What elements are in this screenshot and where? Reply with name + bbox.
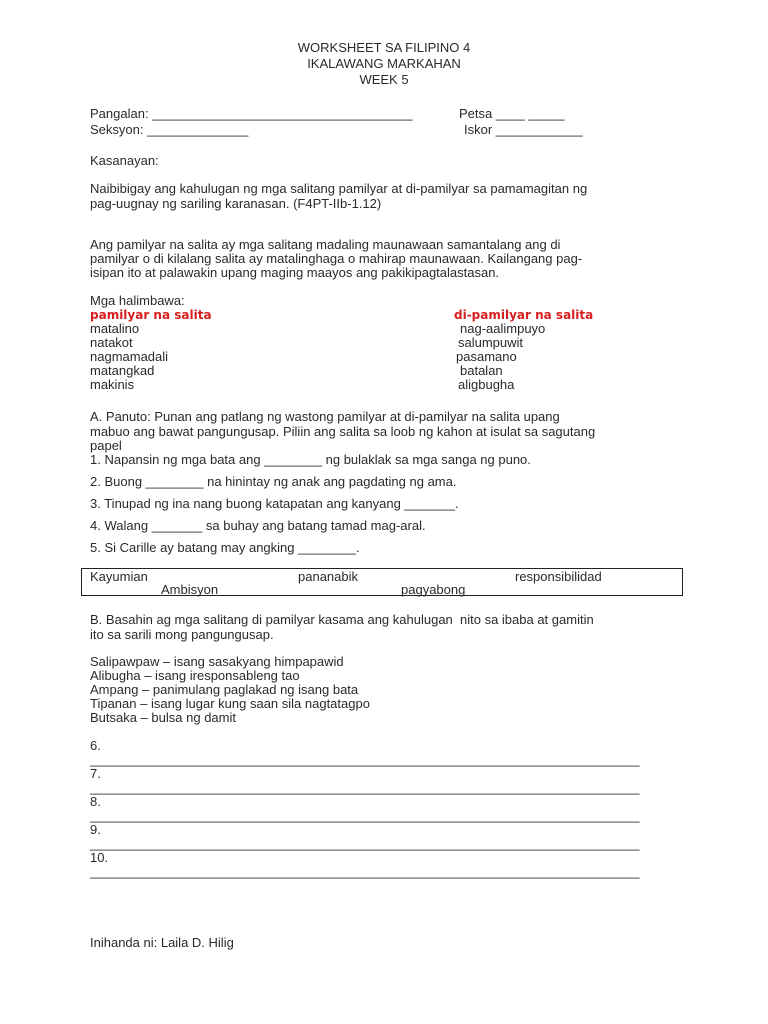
answer-number: 8. [90,794,101,809]
answer-number: 7. [90,766,101,781]
part-b-instruction: B. Basahin ag mga salitang di pamilyar kasama ang kahulugan nito sa ibaba at gamitin [90,612,594,627]
definition-item: Tipanan – isang lugar kung saan sila nagtatagpo [90,696,370,711]
familiar-header: pamilyar na salita [90,308,212,322]
definition-item: Ampang – panimulang paglakad ng isang bata [90,682,359,697]
part-a-instruction: papel [90,438,122,453]
word-box-word: Ambisyon [161,582,219,597]
answer-line[interactable]: ____________________________________________________________________________ [90,808,640,823]
skill-label: Kasanayan: [90,153,159,168]
definition-item: Butsaka – bulsa ng damit [90,710,236,725]
answer-line[interactable]: ____________________________________________________________________________ [90,864,640,879]
answer-number: 9. [90,822,101,837]
part-a-item: 4. Walang _______ sa buhay ang batang tamad mag-aral. [90,518,426,533]
answer-line[interactable]: ____________________________________________________________________________ [90,752,640,767]
answer-number: 10. [90,850,109,865]
quarter-label: IKALAWANG MARKAHAN [307,56,461,71]
word-box-word: Kayumian [90,569,148,584]
unfamiliar-word: salumpuwit [458,335,524,350]
word-box-word: pananabik [298,569,358,584]
unfamiliar-word: pasamano [456,349,517,364]
part-a-item: 5. Si Carille ay batang may angking ________. [90,540,360,555]
part-a-item: 2. Buong ________ na hinintay ng anak ang pagdating ng ama. [90,474,457,489]
skill-line: pag-uugnay ng sariling karanasan. (F4PT-IIb-1.12) [90,196,382,211]
unfamiliar-word: aligbugha [458,377,515,392]
section-field[interactable]: Seksyon: ______________ [90,122,249,137]
part-a-instruction: mabuo ang bawat pangungusap. Piliin ang salita sa loob ng kahon at isulat sa sagutang [90,424,596,439]
answer-line[interactable]: ____________________________________________________________________________ [90,836,640,851]
unfamiliar-word: nag-aalimpuyo [460,321,546,336]
intro-line: pamilyar o di kilalang salita ay matalinghaga o mahirap maunawaan. Kailangang pag- [90,251,583,266]
familiar-word: nagmamadali [90,349,169,364]
word-box-word: pagyabong [401,582,466,597]
week-label: WEEK 5 [359,72,409,87]
intro-line: isipan ito at palawakin upang maging maayos ang pakikipagtalastasan. [90,265,500,280]
part-b-instruction: ito sa sarili mong pangungusap. [90,627,274,642]
date-field[interactable]: Petsa ____ _____ [459,106,565,121]
part-a-item: 1. Napansin ng mga bata ang ________ ng bulaklak sa mga sanga ng puno. [90,452,531,467]
answer-number: 6. [90,738,101,753]
part-a-item: 3. Tinupad ng ina nang buong katapatan ang kanyang _______. [90,496,459,511]
prepared-by: Inihanda ni: Laila D. Hilig [90,935,234,950]
examples-label: Mga halimbawa: [90,293,185,308]
familiar-word: matalino [90,321,140,336]
worksheet-title: WORKSHEET SA FILIPINO 4 [297,40,471,55]
familiar-word: makinis [90,377,135,392]
unfamiliar-header: di-pamilyar na salita [454,308,594,322]
definition-item: Alibugha – isang iresponsableng tao [90,668,300,683]
familiar-word: matangkad [90,363,155,378]
unfamiliar-word: batalan [460,363,503,378]
name-field[interactable]: Pangalan: ____________________________________ [90,106,413,121]
skill-line: Naibibigay ang kahulugan ng mga salitang pamilyar at di-pamilyar sa pamamagitan ng [90,181,588,196]
definition-item: Salipawpaw – isang sasakyang himpapawid [90,654,344,669]
word-box-word: responsibilidad [515,569,602,584]
score-field[interactable]: Iskor ____________ [464,122,583,137]
familiar-word: natakot [90,335,133,350]
intro-line: Ang pamilyar na salita ay mga salitang madaling maunawaan samantalang ang di [90,237,561,252]
part-a-instruction: A. Panuto: Punan ang patlang ng wastong pamilyar at di-pamilyar na salita upang [90,409,560,424]
answer-line[interactable]: ____________________________________________________________________________ [90,780,640,795]
